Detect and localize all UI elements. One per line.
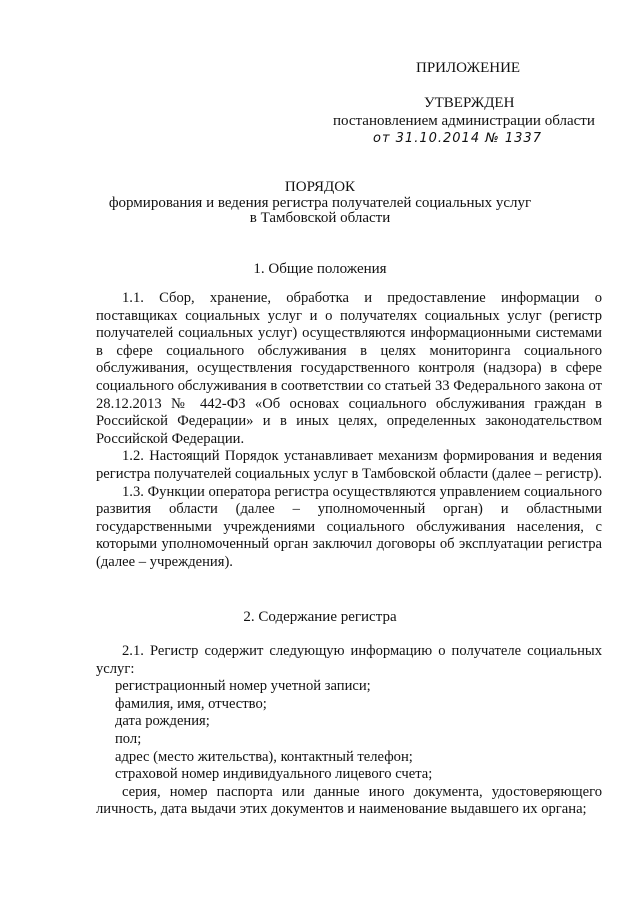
- document-title: ПОРЯДОК: [284, 179, 356, 195]
- section-heading-content: 2. Содержание регистра: [243, 609, 397, 625]
- document-subtitle-region: в Тамбовской области: [249, 210, 391, 226]
- resolution-text: постановлением администрации области: [333, 113, 595, 129]
- document-subtitle: формирования и ведения регистра получателей социальных услуг: [108, 195, 532, 211]
- date-number-signature: от 31.10.2014 № 1337: [373, 131, 542, 146]
- list-item: фамилия, имя, отчество;: [115, 695, 267, 712]
- section-heading-general: 1. Общие положения: [253, 261, 387, 277]
- paragraph-2-1: 2.1. Регистр содержит следующую информацию о получателе социальных услуг:: [96, 643, 602, 677]
- section-content-body: [96, 643, 602, 819]
- list-item: дата рождения;: [115, 713, 210, 730]
- list-item: регистрационный номер учетной записи;: [115, 678, 371, 695]
- appendix-label: ПРИЛОЖЕНИЕ: [416, 60, 521, 76]
- paragraph-1-3: 1.3. Функции оператора регистра осуществляются управлением социального развития области (далее – уполномоченный орган) и областными государственными учреждениями социального обслуживания населения, с которыми уполномоченный орган заключил договоры об эксплуатации регистра (далее – учреждения).: [96, 483, 602, 570]
- section-general-body: [96, 290, 602, 572]
- approved-label: УТВЕРЖДЕН: [424, 95, 515, 111]
- list-item: пол;: [115, 730, 142, 747]
- list-item: адрес (место жительства), контактный телефон;: [115, 748, 413, 765]
- list-item: страховой номер индивидуального лицевого счета;: [115, 766, 433, 783]
- list-item-passport: серия, номер паспорта или данные иного документа, удостоверяющего личность, дата выдачи этих документов и наименование выдавшего их органа;: [96, 783, 602, 818]
- paragraph-1-2: 1.2. Настоящий Порядок устанавливает механизм формирования и ведения регистра получателей социальных услуг в Тамбовской области (далее – регистр).: [96, 448, 602, 482]
- paragraph-1-1: 1.1. Сбор, хранение, обработка и предоставление информации о поставщиках социальных услуг и о получателях социальных услуг (регистр получателей социальных услуг) осуществляются информационными системами в сфере социального обслуживания в целях мониторинга социального обслуживания, осуществления государственного контроля (надзора) в сфере социального обслуживания в соответствии со статьей 33 Федерального закона от 28.12.2013 № 442-ФЗ «Об основах социального обслуживания граждан в Российской Федерации» и в иных целях, определенных законодательством Российской Федерации.: [96, 290, 602, 447]
